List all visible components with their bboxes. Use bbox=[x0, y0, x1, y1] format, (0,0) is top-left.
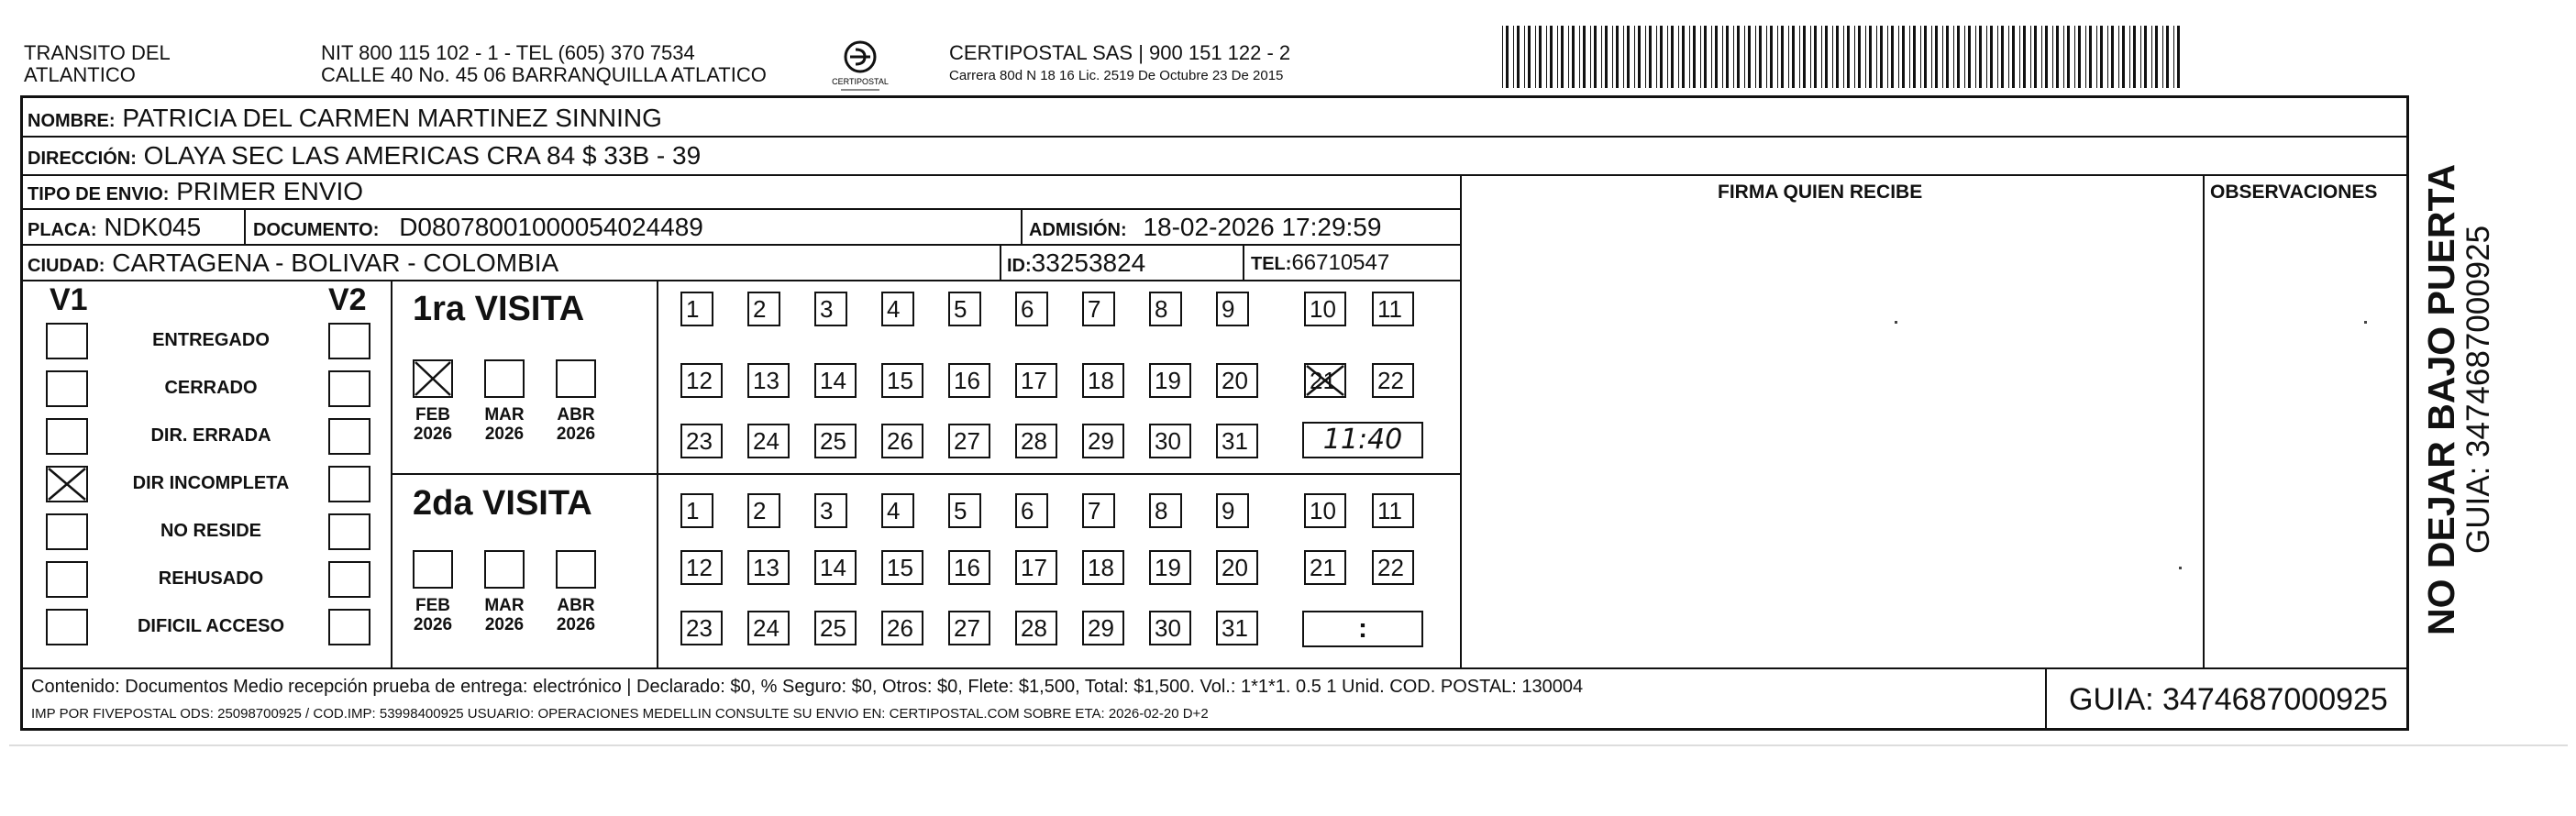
observaciones-header: OBSERVACIONES bbox=[2210, 182, 2378, 203]
status-label: DIR INCOMPLETA bbox=[132, 473, 290, 493]
direccion-row bbox=[28, 142, 701, 172]
visit2-day-box[interactable]: 17 bbox=[1015, 550, 1057, 585]
visit1-day-box[interactable]: 7 bbox=[1082, 292, 1115, 326]
admision-label: ADMISIÓN: bbox=[1029, 220, 1127, 240]
company-line: CERTIPOSTAL SAS | 900 151 122 - 2 bbox=[949, 41, 1291, 64]
v1-checkbox[interactable] bbox=[46, 323, 88, 359]
v2-checkbox[interactable] bbox=[328, 418, 370, 455]
contenido-line: Contenido: Documentos Medio recepción prueba de entrega: electrónico | Declarado: $0, % Seguro: $0, Otros: $0, Flete: $1,500, Total: $1,500. Vol.: 1*1*1. 0.5 1 Unid. COD. POSTAL: 130004 bbox=[31, 677, 1584, 697]
visit2-day-box[interactable]: 30 bbox=[1149, 611, 1191, 645]
tel-cell bbox=[1251, 249, 1389, 278]
visit1-day-box[interactable]: 12 bbox=[680, 363, 723, 398]
visit2-month-label bbox=[548, 596, 603, 634]
v2-checkbox[interactable] bbox=[328, 513, 370, 550]
nombre-value: PATRICIA DEL CARMEN MARTINEZ SINNING bbox=[122, 104, 662, 132]
visit2-day-box[interactable]: 26 bbox=[881, 611, 923, 645]
logo-text: CERTIPOSTAL bbox=[832, 77, 889, 86]
status-label: ENTREGADO bbox=[152, 330, 270, 350]
org-name-line2: ATLANTICO bbox=[24, 63, 136, 86]
status-label: DIR. ERRADA bbox=[150, 425, 271, 446]
visit1-day-box[interactable]: 31 bbox=[1216, 424, 1258, 458]
visit1-day-box[interactable]: 17 bbox=[1015, 363, 1057, 398]
visit1-day-box[interactable]: 26 bbox=[881, 424, 923, 458]
visit2-day-box[interactable]: 20 bbox=[1216, 550, 1258, 585]
visit1-month-checkbox[interactable] bbox=[556, 359, 596, 398]
visit2-day-box[interactable]: 31 bbox=[1216, 611, 1258, 645]
admision-cell bbox=[1029, 214, 1381, 244]
documento-label: DOCUMENTO: bbox=[253, 220, 380, 240]
visit1-month-mark bbox=[413, 359, 453, 398]
visit2-day-box[interactable]: 2 bbox=[747, 493, 780, 528]
visit1-day-box[interactable]: 16 bbox=[948, 363, 990, 398]
visit2-day-box[interactable]: 1 bbox=[680, 493, 713, 528]
v1-checkbox[interactable] bbox=[46, 609, 88, 645]
v2-checkbox[interactable] bbox=[328, 370, 370, 407]
visit2-day-box[interactable]: 23 bbox=[680, 611, 723, 645]
visit1-day-box[interactable]: 28 bbox=[1015, 424, 1057, 458]
address-line: CALLE 40 No. 45 06 BARRANQUILLA ATLATICO bbox=[321, 63, 767, 86]
visit1-day-box[interactable]: 10 bbox=[1304, 292, 1346, 326]
visit1-day-box[interactable]: 29 bbox=[1082, 424, 1124, 458]
visit2-day-box[interactable]: 4 bbox=[881, 493, 914, 528]
visit1-day-box[interactable]: 30 bbox=[1149, 424, 1191, 458]
visit2-day-box[interactable]: 24 bbox=[747, 611, 790, 645]
visit2-month-label bbox=[477, 596, 532, 634]
visit2-day-box[interactable]: 11 bbox=[1372, 493, 1414, 528]
visit2-day-box[interactable]: 13 bbox=[747, 550, 790, 585]
visit2-day-box[interactable]: 16 bbox=[948, 550, 990, 585]
visit1-day-box[interactable]: 1 bbox=[680, 292, 713, 326]
visit1-day-box[interactable]: 15 bbox=[881, 363, 923, 398]
ciudad-cell bbox=[28, 249, 558, 280]
documento-cell bbox=[253, 214, 703, 244]
direccion-value: OLAYA SEC LAS AMERICAS CRA 84 $ 33B - 39 bbox=[143, 141, 702, 170]
org-name-line1: TRANSITO DEL bbox=[24, 41, 171, 64]
visit1-day-box[interactable]: 18 bbox=[1082, 363, 1124, 398]
id-label: ID: bbox=[1007, 256, 1032, 276]
v1-checkbox[interactable] bbox=[46, 561, 88, 598]
month-year: 2026 bbox=[556, 615, 596, 634]
footer-guia: GUIA: 3474687000925 bbox=[2069, 682, 2388, 717]
no-dejar-bajo-puerta: NO DEJAR BAJO PUERTA bbox=[2420, 163, 2462, 635]
v1-check-mark bbox=[46, 466, 88, 502]
visit2-month-checkbox[interactable] bbox=[413, 550, 453, 589]
dot bbox=[2364, 321, 2367, 324]
direccion-label: DIRECCIÓN: bbox=[28, 149, 137, 169]
visit1-day-box[interactable]: 22 bbox=[1372, 363, 1414, 398]
visit1-day-box[interactable]: 21 bbox=[1304, 363, 1346, 398]
visit1-day-box[interactable]: 3 bbox=[814, 292, 847, 326]
visit2-day-box[interactable]: 3 bbox=[814, 493, 847, 528]
visit2-day-box[interactable]: 7 bbox=[1082, 493, 1115, 528]
visit1-month-checkbox[interactable] bbox=[484, 359, 525, 398]
side-guia: GUIA: 3474687000925 bbox=[2460, 225, 2496, 554]
status-label: CERRADO bbox=[164, 378, 258, 398]
visit1-day-box[interactable]: 4 bbox=[881, 292, 914, 326]
dot bbox=[2179, 567, 2182, 569]
visit2-month-checkbox[interactable] bbox=[484, 550, 525, 589]
visit1-day-box[interactable]: 11 bbox=[1372, 292, 1414, 326]
nombre-row bbox=[28, 105, 662, 135]
month-year: 2026 bbox=[484, 615, 525, 634]
admision-value: 18-02-2026 17:29:59 bbox=[1143, 213, 1382, 241]
placa-label: PLACA: bbox=[28, 220, 97, 240]
v1-checkbox[interactable] bbox=[46, 418, 88, 455]
placa-value: NDK045 bbox=[104, 213, 202, 241]
ciudad-label: CIUDAD: bbox=[28, 256, 105, 276]
visit1-day-box[interactable]: 13 bbox=[747, 363, 790, 398]
visit2-day-box[interactable]: 29 bbox=[1082, 611, 1124, 645]
month-name: MAR bbox=[484, 405, 525, 425]
month-year: 2026 bbox=[413, 615, 453, 634]
month-name: FEB bbox=[415, 405, 450, 425]
tipo-envio-label: TIPO DE ENVIO: bbox=[28, 184, 170, 204]
tel-value: 66710547 bbox=[1291, 250, 1390, 275]
visit1-title: 1ra VISITA bbox=[413, 290, 585, 328]
v2-checkbox[interactable] bbox=[328, 561, 370, 598]
placa-cell bbox=[28, 214, 201, 244]
tel-label: TEL: bbox=[1251, 254, 1292, 274]
status-label: NO RESIDE bbox=[160, 521, 262, 541]
status-label: DIFICIL ACCESO bbox=[137, 616, 284, 636]
month-name: ABR bbox=[557, 596, 595, 615]
visit1-day-box[interactable]: 23 bbox=[680, 424, 723, 458]
visit2-day-box[interactable]: 27 bbox=[948, 611, 990, 645]
visit1-day-box[interactable]: 8 bbox=[1149, 292, 1182, 326]
month-year: 2026 bbox=[556, 425, 596, 444]
visit2-day-box[interactable]: 19 bbox=[1149, 550, 1191, 585]
month-year: 2026 bbox=[484, 425, 525, 444]
tipo-envio-value: PRIMER ENVIO bbox=[176, 177, 364, 205]
visit2-month-label bbox=[405, 596, 460, 634]
imp-line: IMP POR FIVEPOSTAL ODS: 25098700925 / COD.IMP: 53998400925 USUARIO: OPERACIONES MEDELLIN CONSULTE SU ENVIO EN: CERTIPOSTAL.COM SOBRE ETA: 2026-02-20 D+2 bbox=[31, 706, 1209, 722]
visit1-day-box[interactable]: 20 bbox=[1216, 363, 1258, 398]
visit2-day-box[interactable]: 12 bbox=[680, 550, 723, 585]
visit1-day-box[interactable]: 5 bbox=[948, 292, 981, 326]
visit2-day-box[interactable]: 14 bbox=[814, 550, 857, 585]
visit2-day-box[interactable]: 22 bbox=[1372, 550, 1414, 585]
tipo-envio-row bbox=[28, 178, 363, 208]
visit2-day-box[interactable]: 25 bbox=[814, 611, 857, 645]
barcode bbox=[1502, 26, 2183, 90]
month-name: FEB bbox=[415, 596, 450, 615]
visit2-day-box[interactable]: 10 bbox=[1304, 493, 1346, 528]
visit2-day-box[interactable]: 5 bbox=[948, 493, 981, 528]
visit1-day-box[interactable]: 24 bbox=[747, 424, 790, 458]
company-license: Carrera 80d N 18 16 Lic. 2519 De Octubre 23 De 2015 bbox=[949, 68, 1284, 83]
v1-header: V1 bbox=[50, 282, 88, 317]
visit1-day-box[interactable]: 9 bbox=[1216, 292, 1249, 326]
month-year: 2026 bbox=[413, 425, 453, 444]
v1-checkbox[interactable] bbox=[46, 370, 88, 407]
month-name: ABR bbox=[557, 405, 595, 425]
month-name: MAR bbox=[484, 596, 525, 615]
nit-line: NIT 800 115 102 - 1 - TEL (605) 370 7534 bbox=[321, 41, 695, 64]
visit1-time-box[interactable]: 11:40 bbox=[1302, 422, 1423, 458]
visit1-month-label bbox=[477, 405, 532, 444]
id-value: 33253824 bbox=[1031, 248, 1146, 277]
ciudad-value: CARTAGENA - BOLIVAR - COLOMBIA bbox=[112, 248, 559, 277]
visit1-day-box[interactable]: 27 bbox=[948, 424, 990, 458]
v2-checkbox[interactable] bbox=[328, 466, 370, 502]
visit1-day-box[interactable]: 14 bbox=[814, 363, 857, 398]
visit2-day-box[interactable]: 15 bbox=[881, 550, 923, 585]
visit2-title: 2da VISITA bbox=[413, 484, 592, 523]
visit1-day-box[interactable]: 6 bbox=[1015, 292, 1048, 326]
status-label: REHUSADO bbox=[158, 568, 264, 589]
dot bbox=[1895, 321, 1897, 324]
v2-header: V2 bbox=[328, 282, 367, 317]
visit1-day-mark bbox=[1304, 363, 1346, 398]
visit2-day-box[interactable]: 28 bbox=[1015, 611, 1057, 645]
visit2-day-box[interactable]: 21 bbox=[1304, 550, 1346, 585]
documento-value: D08078001000054024489 bbox=[399, 213, 703, 241]
id-cell bbox=[1007, 249, 1145, 280]
nombre-label: NOMBRE: bbox=[28, 111, 116, 131]
visit1-month-label bbox=[405, 405, 460, 444]
visit2-day-box[interactable]: 8 bbox=[1149, 493, 1182, 528]
visit1-day-box[interactable]: 19 bbox=[1149, 363, 1191, 398]
visit1-day-box[interactable]: 25 bbox=[814, 424, 857, 458]
visit2-day-box[interactable]: 6 bbox=[1015, 493, 1048, 528]
visit1-day-box[interactable]: 2 bbox=[747, 292, 780, 326]
visit2-month-checkbox[interactable] bbox=[556, 550, 596, 589]
visit2-day-box[interactable]: 9 bbox=[1216, 493, 1249, 528]
visit2-day-box[interactable]: 18 bbox=[1082, 550, 1124, 585]
certipostal-logo bbox=[830, 37, 890, 97]
v2-checkbox[interactable] bbox=[328, 323, 370, 359]
firma-header: FIRMA QUIEN RECIBE bbox=[1718, 182, 1923, 203]
visit1-month-label bbox=[548, 405, 603, 444]
visit2-time-box[interactable]: : bbox=[1302, 611, 1423, 647]
v1-checkbox[interactable] bbox=[46, 513, 88, 550]
v2-checkbox[interactable] bbox=[328, 609, 370, 645]
